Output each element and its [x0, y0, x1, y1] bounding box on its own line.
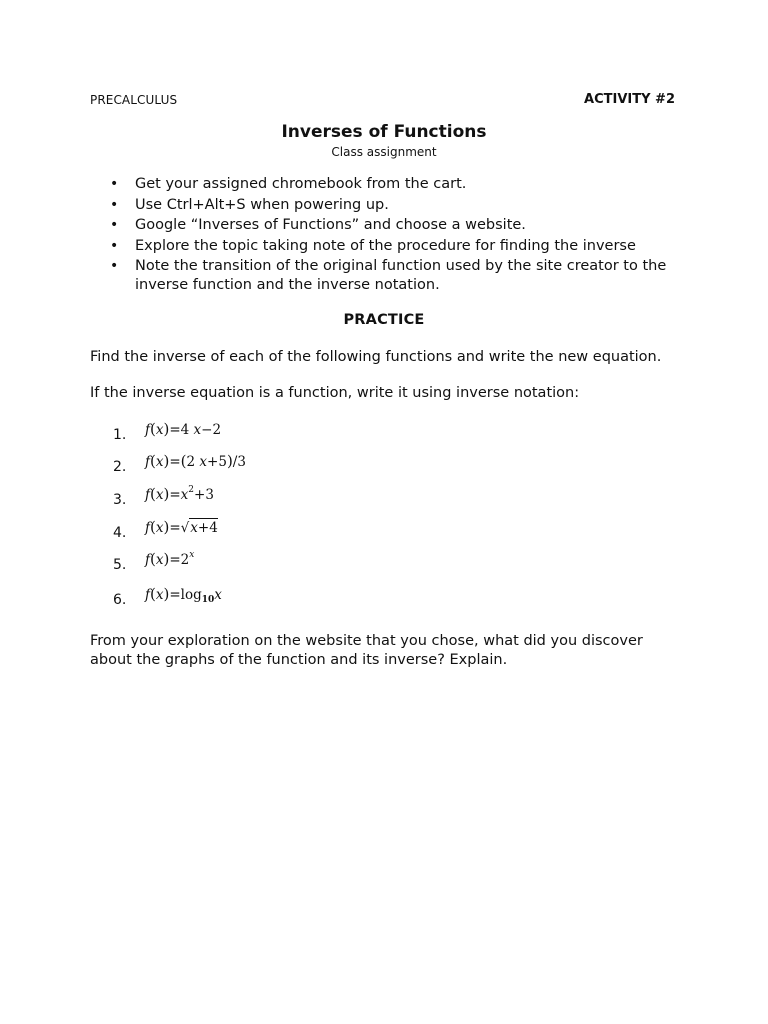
instruction-item [90, 216, 680, 235]
activity-label: ACTIVITY #2 [584, 92, 675, 107]
page-title: Inverses of Functions [281, 122, 487, 142]
instruction-text: Use Ctrl+Alt+S when powering up. [135, 196, 389, 213]
problem-item [90, 452, 590, 476]
problem-equation: $f(x)=x^2+3$ [145, 485, 214, 503]
problem-equation: $f(x)=\log_{10}x$ [145, 585, 222, 605]
practice-heading: PRACTICE [343, 312, 425, 328]
practice-intro: Find the inverse of each of the following functions and write the new equation. [90, 349, 662, 365]
problem-number: 4. [113, 525, 127, 541]
instructions-list [90, 175, 680, 297]
problem-equation: f(x)=4 x−2 [145, 420, 222, 438]
problem-item [90, 550, 590, 574]
problem-item [90, 518, 590, 542]
problem-item [90, 485, 590, 509]
instruction-item [90, 196, 680, 215]
bullet-icon: • [110, 258, 119, 274]
closing-question: From your exploration on the website that you chose, what did you discover about the graphs of the function and its inverse? Explain. [90, 633, 643, 668]
page-subtitle: Class assignment [331, 145, 437, 159]
problem-item [90, 420, 590, 444]
instruction-text: Note the transition of the original function used by the site creator to the inverse function and the inverse notation. [135, 258, 667, 293]
problem-item [90, 585, 590, 609]
course-label: PRECALCULUS [90, 93, 178, 107]
bullet-icon: • [110, 237, 119, 254]
problem-number: 1. [113, 427, 127, 443]
instruction-item [90, 257, 680, 295]
bullet-icon: • [110, 176, 119, 192]
instruction-item [90, 237, 680, 256]
problem-equation: f(x)=(2 x+5)/3 [145, 452, 246, 470]
bullet-icon: • [110, 217, 119, 233]
problem-equation: f(x)=√x+4 [145, 518, 218, 536]
instruction-text: Explore the topic taking note of the procedure for finding the inverse [135, 237, 636, 254]
practice-instruction: If the inverse equation is a function, write it using inverse notation: [90, 385, 580, 401]
instruction-text: Google “Inverses of Functions” and choose a website. [135, 217, 526, 233]
instruction-text: Get your assigned chromebook from the cart. [135, 176, 467, 192]
problem-number: 5. [113, 557, 127, 573]
problem-number: 3. [113, 492, 127, 508]
bullet-icon: • [110, 196, 119, 213]
problem-number: 2. [113, 459, 127, 475]
problem-equation: $f(x)=2^x$ [145, 550, 195, 568]
instruction-item [90, 175, 680, 194]
problem-number: 6. [113, 592, 127, 608]
